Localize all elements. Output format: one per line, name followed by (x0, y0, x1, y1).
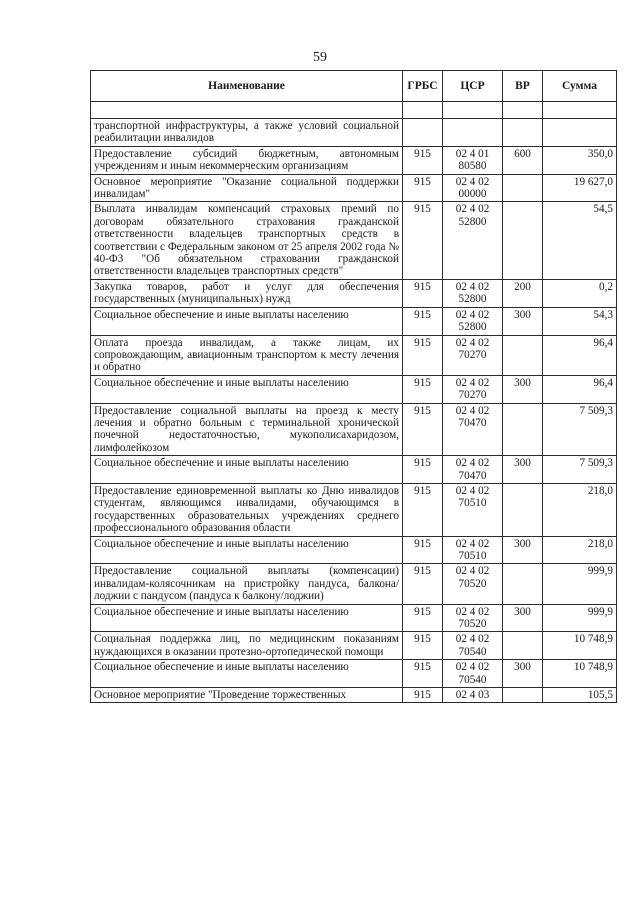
cell-name: Основное мероприятие "Проведение торжественных (91, 688, 403, 703)
table-row (91, 483, 617, 536)
cell-sum: 96,4 (543, 375, 617, 403)
cell-csr: 02 4 01 80580 (443, 146, 503, 174)
cell-sum: 54,3 (543, 307, 617, 335)
cell-vr: 300 (503, 307, 543, 335)
cell-sum: 7 509,3 (543, 456, 617, 484)
cell-vr: 300 (503, 660, 543, 688)
cell-name: Предоставление субсидий бюджетным, автономным учреждениям и иным некоммерческим организациям (91, 146, 403, 174)
spacer-cell (91, 102, 403, 119)
cell-csr: 02 4 02 52800 (443, 307, 503, 335)
cell-sum: 19 627,0 (543, 174, 617, 202)
header-grbs: ГРБС (403, 71, 443, 102)
cell-grbs: 915 (403, 483, 443, 536)
header-vr: ВР (503, 71, 543, 102)
table-row (91, 202, 617, 279)
cell-sum: 999,9 (543, 604, 617, 632)
cell-csr: 02 4 02 70510 (443, 536, 503, 564)
cell-grbs: 915 (403, 174, 443, 202)
cell-vr: 300 (503, 604, 543, 632)
cell-vr (503, 564, 543, 604)
cell-vr (503, 403, 543, 456)
cell-name: Выплата инвалидам компенсаций страховых премий по договорам обязательного страхования гражданской ответственности владельцев транспортных средств в соответствии с Федеральным законом от 25 апреля 2002 года № 40-ФЗ "Об обязательном страховании гражданской ответственности владельцев транспортных средств" (91, 202, 403, 279)
cell-grbs: 915 (403, 307, 443, 335)
cell-grbs: 915 (403, 146, 443, 174)
cell-name: транспортной инфраструктуры, а также условий социальной реабилитации инвалидов (91, 119, 403, 147)
cell-sum (543, 119, 617, 147)
table-row (91, 564, 617, 604)
cell-sum: 218,0 (543, 483, 617, 536)
table-row (91, 456, 617, 484)
table-row (91, 174, 617, 202)
cell-grbs: 915 (403, 632, 443, 660)
cell-grbs: 915 (403, 335, 443, 375)
header-csr: ЦСР (443, 71, 503, 102)
table-row (91, 660, 617, 688)
cell-csr: 02 4 02 70270 (443, 375, 503, 403)
cell-csr: 02 4 02 70520 (443, 564, 503, 604)
header-sum: Сумма (543, 71, 617, 102)
spacer-cell (543, 102, 617, 119)
cell-grbs (403, 119, 443, 147)
cell-csr: 02 4 02 52800 (443, 202, 503, 279)
table-row (91, 536, 617, 564)
cell-vr (503, 174, 543, 202)
cell-grbs: 915 (403, 604, 443, 632)
cell-name: Социальное обеспечение и иные выплаты населению (91, 604, 403, 632)
table-spacer-row (91, 102, 617, 119)
cell-csr: 02 4 02 52800 (443, 279, 503, 307)
cell-sum: 54,5 (543, 202, 617, 279)
cell-csr: 02 4 02 70470 (443, 456, 503, 484)
table-row (91, 403, 617, 456)
cell-csr: 02 4 02 70270 (443, 335, 503, 375)
cell-vr: 300 (503, 375, 543, 403)
cell-name: Социальное обеспечение и иные выплаты населению (91, 307, 403, 335)
cell-vr: 600 (503, 146, 543, 174)
cell-sum: 218,0 (543, 536, 617, 564)
budget-table (90, 70, 617, 703)
table-row (91, 307, 617, 335)
cell-grbs: 915 (403, 660, 443, 688)
cell-sum: 10 748,9 (543, 632, 617, 660)
cell-name: Социальное обеспечение и иные выплаты населению (91, 536, 403, 564)
cell-sum: 105,5 (543, 688, 617, 703)
cell-vr (503, 119, 543, 147)
cell-name: Социальная поддержка лиц, по медицинским показаниям нуждающихся в оказании протезно-ортопедической помощи (91, 632, 403, 660)
cell-name: Социальное обеспечение и иные выплаты населению (91, 456, 403, 484)
cell-csr: 02 4 03 (443, 688, 503, 703)
table-row (91, 604, 617, 632)
table-row (91, 688, 617, 703)
spacer-cell (503, 102, 543, 119)
table-row (91, 375, 617, 403)
table-row (91, 146, 617, 174)
cell-name: Предоставление социальной выплаты (компенсации) инвалидам-колясочникам на пристройку пандуса, балкона/лоджии с пандусом (пандуса к балкону/лоджии) (91, 564, 403, 604)
cell-grbs: 915 (403, 403, 443, 456)
cell-sum: 7 509,3 (543, 403, 617, 456)
cell-name: Предоставление социальной выплаты на проезд к месту лечения и обратно больным с терминальной хронической почечной недостаточностью, мукополисахаридозом, лимфолейкозом (91, 403, 403, 456)
cell-vr (503, 483, 543, 536)
cell-csr: 02 4 02 00000 (443, 174, 503, 202)
cell-grbs: 915 (403, 202, 443, 279)
cell-grbs: 915 (403, 279, 443, 307)
cell-csr: 02 4 02 70470 (443, 403, 503, 456)
table-row (91, 632, 617, 660)
cell-name: Оплата проезда инвалидам, а также лицам, их сопровождающим, авиационным транспортом к месту лечения и обратно (91, 335, 403, 375)
page-number: 59 (313, 50, 327, 65)
cell-grbs: 915 (403, 564, 443, 604)
cell-name: Закупка товаров, работ и услуг для обеспечения государственных (муниципальных) нужд (91, 279, 403, 307)
cell-csr: 02 4 02 70510 (443, 483, 503, 536)
cell-sum: 999,9 (543, 564, 617, 604)
spacer-cell (403, 102, 443, 119)
cell-sum: 350,0 (543, 146, 617, 174)
table-row (91, 119, 617, 147)
cell-grbs: 915 (403, 536, 443, 564)
cell-csr: 02 4 02 70520 (443, 604, 503, 632)
cell-grbs: 915 (403, 456, 443, 484)
cell-name: Социальное обеспечение и иные выплаты населению (91, 660, 403, 688)
cell-vr (503, 335, 543, 375)
cell-csr: 02 4 02 70540 (443, 660, 503, 688)
cell-csr (443, 119, 503, 147)
cell-csr: 02 4 02 70540 (443, 632, 503, 660)
header-name: Наименование (91, 71, 403, 102)
table-row (91, 279, 617, 307)
cell-sum: 10 748,9 (543, 660, 617, 688)
cell-vr (503, 202, 543, 279)
cell-sum: 96,4 (543, 335, 617, 375)
cell-name: Предоставление единовременной выплаты ко Дню инвалидов студентам, являющимся инвалидами, обучающимся в государственных образовательных учреждениях среднего профессионального образования области (91, 483, 403, 536)
cell-name: Социальное обеспечение и иные выплаты населению (91, 375, 403, 403)
cell-vr (503, 688, 543, 703)
cell-name: Основное мероприятие "Оказание социальной поддержки инвалидам" (91, 174, 403, 202)
cell-vr: 200 (503, 279, 543, 307)
cell-vr (503, 632, 543, 660)
cell-grbs: 915 (403, 375, 443, 403)
cell-vr: 300 (503, 456, 543, 484)
cell-sum: 0,2 (543, 279, 617, 307)
cell-vr: 300 (503, 536, 543, 564)
cell-grbs: 915 (403, 688, 443, 703)
table-row (91, 335, 617, 375)
table-header-row (91, 71, 617, 102)
spacer-cell (443, 102, 503, 119)
